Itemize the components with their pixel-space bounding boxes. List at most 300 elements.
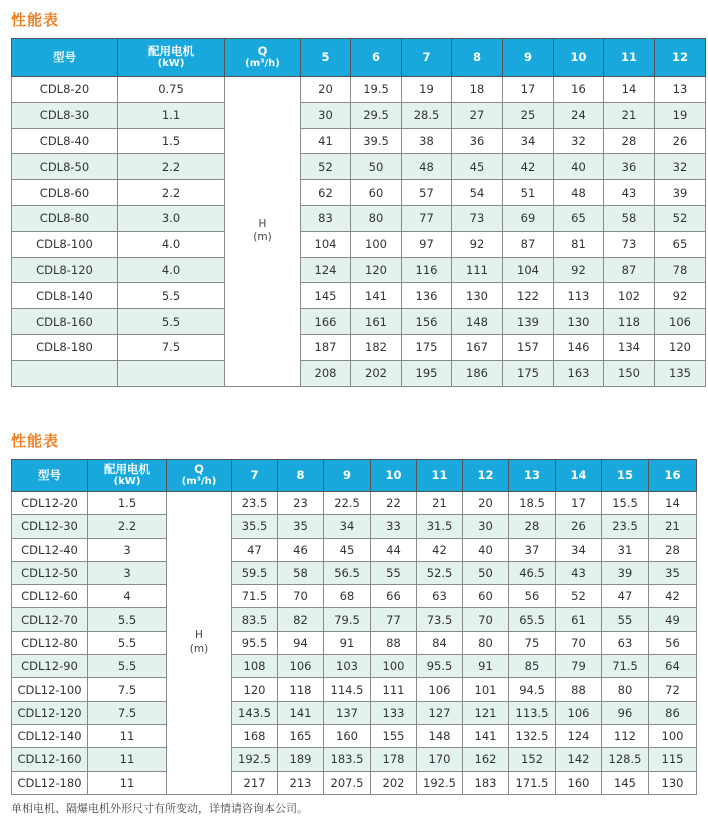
head-value-cell: 163 [554, 360, 604, 386]
head-value-cell: 36 [604, 154, 655, 180]
header-text: 型号 [38, 467, 61, 482]
model-cell: CDL8-20 [12, 77, 118, 103]
head-value-cell: 130 [452, 283, 503, 309]
head-value-cell: 133 [371, 701, 417, 724]
head-value-cell: 106 [655, 309, 706, 335]
head-value-cell: 207.5 [324, 771, 371, 794]
head-value-cell: 19 [402, 77, 452, 103]
head-value-cell: 141 [463, 724, 509, 747]
header-flow-value: 15 [602, 460, 649, 492]
header-flow-value: 14 [556, 460, 602, 492]
head-value-cell: 66 [371, 585, 417, 608]
head-value-cell: 114.5 [324, 678, 371, 701]
model-cell: CDL8-140 [12, 283, 118, 309]
header-text: Q [194, 462, 204, 477]
head-value-cell: 40 [463, 538, 509, 561]
head-value-cell: 52 [301, 154, 351, 180]
header-text: (kW) [157, 58, 185, 70]
table1-title: 性能表 [11, 11, 60, 29]
head-value-cell: 24 [554, 102, 604, 128]
head-value-cell: 35 [649, 561, 697, 584]
head-value-cell: 182 [351, 334, 402, 360]
head-value-cell: 160 [324, 724, 371, 747]
model-cell: CDL12-90 [12, 655, 88, 678]
head-value-cell: 41 [301, 128, 351, 154]
head-value-cell: 106 [278, 655, 324, 678]
head-value-cell: 80 [602, 678, 649, 701]
motor-power-cell: 1.5 [118, 128, 225, 154]
header-motor [118, 39, 225, 77]
table-row [12, 701, 697, 724]
header-text: (m³/h) [181, 476, 217, 488]
head-value-cell: 31.5 [417, 515, 463, 538]
head-value-cell: 30 [301, 102, 351, 128]
head-value-cell: 73 [452, 205, 503, 231]
head-value-cell: 91 [463, 655, 509, 678]
model-cell [12, 360, 118, 386]
head-value-cell: 102 [604, 283, 655, 309]
table-row [12, 492, 697, 515]
model-cell: CDL8-120 [12, 257, 118, 283]
head-value-cell: 54 [452, 180, 503, 206]
head-value-cell: 43 [556, 561, 602, 584]
head-value-cell: 111 [371, 678, 417, 701]
head-value-cell: 122 [503, 283, 554, 309]
head-value-cell: 35.5 [232, 515, 278, 538]
head-value-cell: 195 [402, 360, 452, 386]
head-value-cell: 130 [554, 309, 604, 335]
head-unit: (m) [189, 642, 209, 655]
head-value-cell: 118 [278, 678, 324, 701]
table-header-row [12, 460, 697, 492]
header-text: (kW) [113, 476, 141, 488]
head-value-cell: 100 [371, 655, 417, 678]
header-flow-value: 8 [452, 39, 503, 77]
table2-title: 性能表 [11, 432, 60, 450]
head-value-cell: 101 [463, 678, 509, 701]
head-value-cell: 65 [554, 205, 604, 231]
head-value-cell: 59.5 [232, 561, 278, 584]
head-value-cell: 139 [503, 309, 554, 335]
head-value-cell: 44 [371, 538, 417, 561]
head-value-cell: 49 [649, 608, 697, 631]
header-flow-value: 9 [324, 460, 371, 492]
model-cell: CDL12-160 [12, 748, 88, 771]
head-value-cell: 108 [232, 655, 278, 678]
head-value-cell: 70 [463, 608, 509, 631]
model-cell: CDL12-60 [12, 585, 88, 608]
head-value-cell: 115 [649, 748, 697, 771]
head-value-cell: 43 [604, 180, 655, 206]
head-value-cell: 217 [232, 771, 278, 794]
head-value-cell: 148 [452, 309, 503, 335]
table-row [12, 180, 706, 206]
table-row [12, 257, 706, 283]
head-label-cell [167, 492, 232, 795]
header-flow-value: 10 [554, 39, 604, 77]
table-header-row [12, 39, 706, 77]
head-value-cell: 69 [503, 205, 554, 231]
head-value-cell: 88 [371, 631, 417, 654]
head-value-cell: 166 [301, 309, 351, 335]
head-value-cell: 136 [402, 283, 452, 309]
head-value-cell: 78 [655, 257, 706, 283]
header-flow-q [167, 460, 232, 492]
motor-power-cell: 4.0 [118, 257, 225, 283]
head-value-cell: 96 [602, 701, 649, 724]
head-value-cell: 112 [602, 724, 649, 747]
head-value-cell: 50 [463, 561, 509, 584]
head-value-cell: 21 [604, 102, 655, 128]
head-value-cell: 75 [509, 631, 556, 654]
head-value-cell: 142 [556, 748, 602, 771]
header-model [12, 39, 118, 77]
head-value-cell: 32 [554, 128, 604, 154]
model-cell: CDL8-160 [12, 309, 118, 335]
motor-power-cell: 7.5 [88, 701, 167, 724]
head-value-cell: 19 [655, 102, 706, 128]
header-text: 配用电机 [104, 462, 150, 477]
head-value-cell: 26 [556, 515, 602, 538]
head-value-cell: 33 [371, 515, 417, 538]
header-flow-value: 11 [417, 460, 463, 492]
head-value-cell: 94 [278, 631, 324, 654]
head-value-cell: 21 [649, 515, 697, 538]
head-value-cell: 34 [556, 538, 602, 561]
table-row [12, 334, 706, 360]
head-value-cell: 103 [324, 655, 371, 678]
motor-power-cell: 11 [88, 771, 167, 794]
head-value-cell: 85 [509, 655, 556, 678]
head-value-cell: 22 [371, 492, 417, 515]
motor-power-cell: 5.5 [88, 655, 167, 678]
header-model [12, 460, 88, 492]
head-value-cell: 94.5 [509, 678, 556, 701]
head-value-cell: 100 [351, 231, 402, 257]
head-value-cell: 18.5 [509, 492, 556, 515]
motor-power-cell: 1.5 [88, 492, 167, 515]
head-value-cell: 127 [417, 701, 463, 724]
head-value-cell: 39.5 [351, 128, 402, 154]
head-value-cell: 79 [556, 655, 602, 678]
motor-power-cell: 7.5 [88, 678, 167, 701]
head-value-cell: 29.5 [351, 102, 402, 128]
table-row [12, 128, 706, 154]
motor-power-cell: 11 [88, 724, 167, 747]
table-row [12, 678, 697, 701]
head-value-cell: 146 [554, 334, 604, 360]
header-text: 型号 [53, 49, 76, 64]
head-value-cell: 92 [655, 283, 706, 309]
table-row [12, 608, 697, 631]
head-value-cell: 61 [556, 608, 602, 631]
head-value-cell: 145 [602, 771, 649, 794]
head-value-cell: 71.5 [602, 655, 649, 678]
model-cell: CDL12-140 [12, 724, 88, 747]
header-flow-value: 12 [463, 460, 509, 492]
head-value-cell: 65.5 [509, 608, 556, 631]
model-cell: CDL12-80 [12, 631, 88, 654]
motor-power-cell: 1.1 [118, 102, 225, 128]
table-row [12, 655, 697, 678]
head-value-cell: 87 [604, 257, 655, 283]
motor-power-cell: 5.5 [88, 631, 167, 654]
header-flow-value: 8 [278, 460, 324, 492]
table-row [12, 102, 706, 128]
head-label: H [258, 217, 267, 230]
head-value-cell: 63 [417, 585, 463, 608]
head-value-cell: 120 [655, 334, 706, 360]
head-value-cell: 80 [463, 631, 509, 654]
head-value-cell: 148 [417, 724, 463, 747]
head-value-cell: 143.5 [232, 701, 278, 724]
table-row [12, 309, 706, 335]
motor-power-cell: 5.5 [118, 283, 225, 309]
head-value-cell: 130 [649, 771, 697, 794]
header-text: Q [257, 44, 268, 59]
head-value-cell: 45 [452, 154, 503, 180]
head-value-cell: 28 [649, 538, 697, 561]
head-value-cell: 186 [452, 360, 503, 386]
head-value-cell: 58 [604, 205, 655, 231]
head-value-cell: 156 [402, 309, 452, 335]
head-value-cell: 23.5 [232, 492, 278, 515]
head-value-cell: 48 [402, 154, 452, 180]
head-value-cell: 39 [655, 180, 706, 206]
head-value-cell: 106 [556, 701, 602, 724]
model-cell: CDL8-40 [12, 128, 118, 154]
head-value-cell: 183 [463, 771, 509, 794]
header-flow-value: 13 [509, 460, 556, 492]
head-value-cell: 21 [417, 492, 463, 515]
head-value-cell: 111 [452, 257, 503, 283]
head-value-cell: 46 [278, 538, 324, 561]
head-value-cell: 202 [371, 771, 417, 794]
head-value-cell: 30 [463, 515, 509, 538]
head-value-cell: 162 [463, 748, 509, 771]
head-value-cell: 192.5 [232, 748, 278, 771]
head-value-cell: 34 [324, 515, 371, 538]
model-cell: CDL8-100 [12, 231, 118, 257]
table-row [12, 561, 697, 584]
head-value-cell: 50 [351, 154, 402, 180]
head-value-cell: 116 [402, 257, 452, 283]
head-value-cell: 124 [301, 257, 351, 283]
head-unit: (m) [253, 231, 272, 244]
head-value-cell: 171.5 [509, 771, 556, 794]
head-value-cell: 48 [554, 180, 604, 206]
motor-power-cell: 4.0 [118, 231, 225, 257]
head-value-cell: 17 [503, 77, 554, 103]
head-value-cell: 128.5 [602, 748, 649, 771]
motor-power-cell: 4 [88, 585, 167, 608]
head-value-cell: 192.5 [417, 771, 463, 794]
head-value-cell: 20 [301, 77, 351, 103]
head-value-cell: 32 [655, 154, 706, 180]
head-value-cell: 39 [602, 561, 649, 584]
head-value-cell: 92 [452, 231, 503, 257]
head-value-cell: 42 [417, 538, 463, 561]
head-value-cell: 28 [509, 515, 556, 538]
table-row [12, 748, 697, 771]
model-cell: CDL8-50 [12, 154, 118, 180]
head-value-cell: 104 [503, 257, 554, 283]
head-value-cell: 121 [463, 701, 509, 724]
footnote: 单相电机、隔爆电机外形尺寸有所变动，详情请咨询本公司。 [11, 802, 308, 815]
head-value-cell: 160 [556, 771, 602, 794]
head-value-cell: 80 [351, 205, 402, 231]
head-value-cell: 175 [503, 360, 554, 386]
head-value-cell: 92 [554, 257, 604, 283]
head-value-cell: 91 [324, 631, 371, 654]
performance-table-cdl8 [11, 38, 706, 387]
motor-power-cell: 5.5 [88, 608, 167, 631]
head-value-cell: 104 [301, 231, 351, 257]
head-value-cell: 134 [604, 334, 655, 360]
head-value-cell: 56.5 [324, 561, 371, 584]
head-value-cell: 70 [556, 631, 602, 654]
head-value-cell: 167 [452, 334, 503, 360]
table-row [12, 771, 697, 794]
head-value-cell: 113.5 [509, 701, 556, 724]
head-value-cell: 120 [232, 678, 278, 701]
table-row [12, 631, 697, 654]
header-flow-q [225, 39, 301, 77]
head-value-cell: 68 [324, 585, 371, 608]
head-value-cell: 106 [417, 678, 463, 701]
head-value-cell: 56 [649, 631, 697, 654]
head-value-cell: 120 [351, 257, 402, 283]
head-value-cell: 137 [324, 701, 371, 724]
model-cell: CDL12-50 [12, 561, 88, 584]
motor-power-cell: 2.2 [118, 154, 225, 180]
head-value-cell: 35 [278, 515, 324, 538]
head-value-cell: 170 [417, 748, 463, 771]
head-value-cell: 52.5 [417, 561, 463, 584]
head-value-cell: 42 [503, 154, 554, 180]
model-cell: CDL12-70 [12, 608, 88, 631]
head-value-cell: 19.5 [351, 77, 402, 103]
head-value-cell: 213 [278, 771, 324, 794]
head-value-cell: 113 [554, 283, 604, 309]
motor-power-cell: 2.2 [118, 180, 225, 206]
header-flow-value: 10 [371, 460, 417, 492]
head-value-cell: 63 [602, 631, 649, 654]
head-value-cell: 82 [278, 608, 324, 631]
motor-power-cell: 0.75 [118, 77, 225, 103]
head-value-cell: 51 [503, 180, 554, 206]
head-value-cell: 95.5 [417, 655, 463, 678]
head-value-cell: 95.5 [232, 631, 278, 654]
model-cell: CDL12-180 [12, 771, 88, 794]
head-value-cell: 152 [509, 748, 556, 771]
head-value-cell: 60 [351, 180, 402, 206]
header-flow-value: 9 [503, 39, 554, 77]
head-label: H [195, 629, 203, 642]
header-flow-value: 5 [301, 39, 351, 77]
model-cell: CDL12-20 [12, 492, 88, 515]
head-value-cell: 23.5 [602, 515, 649, 538]
head-value-cell: 56 [509, 585, 556, 608]
head-value-cell: 208 [301, 360, 351, 386]
head-value-cell: 86 [649, 701, 697, 724]
head-value-cell: 157 [503, 334, 554, 360]
head-label-cell [225, 77, 301, 387]
head-value-cell: 27 [452, 102, 503, 128]
motor-power-cell: 5.5 [118, 309, 225, 335]
head-value-cell: 168 [232, 724, 278, 747]
motor-power-cell: 11 [88, 748, 167, 771]
head-value-cell: 47 [232, 538, 278, 561]
head-value-cell: 58 [278, 561, 324, 584]
table-row [12, 231, 706, 257]
model-cell: CDL12-120 [12, 701, 88, 724]
head-value-cell: 18 [452, 77, 503, 103]
header-text: (m³/h) [245, 58, 280, 70]
head-value-cell: 55 [602, 608, 649, 631]
head-value-cell: 62 [301, 180, 351, 206]
head-value-cell: 97 [402, 231, 452, 257]
header-flow-value: 6 [351, 39, 402, 77]
head-value-cell: 71.5 [232, 585, 278, 608]
head-value-cell: 145 [301, 283, 351, 309]
head-value-cell: 72 [649, 678, 697, 701]
table-row [12, 724, 697, 747]
header-flow-value: 7 [232, 460, 278, 492]
head-value-cell: 84 [417, 631, 463, 654]
head-value-cell: 52 [655, 205, 706, 231]
head-value-cell: 20 [463, 492, 509, 515]
header-flow-value: 11 [604, 39, 655, 77]
head-value-cell: 15.5 [602, 492, 649, 515]
head-value-cell: 178 [371, 748, 417, 771]
table-row [12, 154, 706, 180]
head-value-cell: 13 [655, 77, 706, 103]
head-value-cell: 87 [503, 231, 554, 257]
head-value-cell: 28 [604, 128, 655, 154]
head-value-cell: 83.5 [232, 608, 278, 631]
head-value-cell: 187 [301, 334, 351, 360]
model-cell: CDL12-40 [12, 538, 88, 561]
head-value-cell: 26 [655, 128, 706, 154]
table-row [12, 360, 706, 386]
table-row [12, 515, 697, 538]
head-value-cell: 23 [278, 492, 324, 515]
head-value-cell: 57 [402, 180, 452, 206]
head-value-cell: 45 [324, 538, 371, 561]
head-value-cell: 100 [649, 724, 697, 747]
head-value-cell: 183.5 [324, 748, 371, 771]
table-row [12, 77, 706, 103]
head-value-cell: 79.5 [324, 608, 371, 631]
model-cell: CDL8-180 [12, 334, 118, 360]
head-value-cell: 22.5 [324, 492, 371, 515]
model-cell: CDL8-60 [12, 180, 118, 206]
head-value-cell: 28.5 [402, 102, 452, 128]
performance-table-cdl12 [11, 459, 697, 795]
head-value-cell: 55 [371, 561, 417, 584]
head-value-cell: 77 [371, 608, 417, 631]
head-value-cell: 36 [452, 128, 503, 154]
head-value-cell: 124 [556, 724, 602, 747]
head-value-cell: 38 [402, 128, 452, 154]
head-value-cell: 135 [655, 360, 706, 386]
motor-power-cell [118, 360, 225, 386]
head-value-cell: 46.5 [509, 561, 556, 584]
head-value-cell: 189 [278, 748, 324, 771]
head-value-cell: 77 [402, 205, 452, 231]
head-value-cell: 141 [278, 701, 324, 724]
